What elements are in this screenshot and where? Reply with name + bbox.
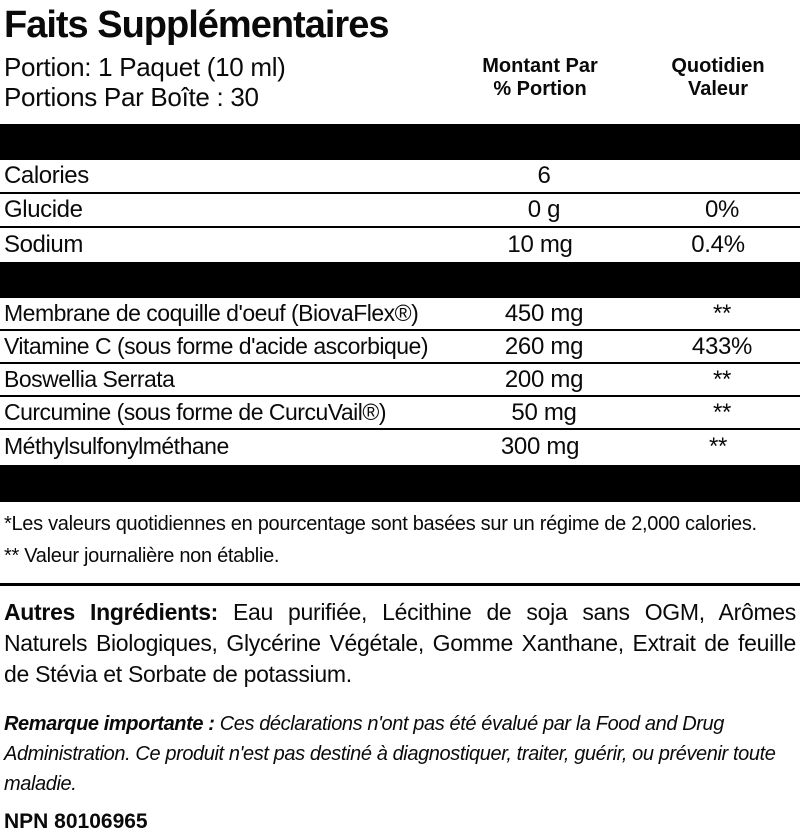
ingredient-name: Vitamine C (sous forme d'acide ascorbique) <box>4 333 429 359</box>
other-ingredients-text: Eau purifiée, Lécithine de soja sans OGM, Arômes Naturels Biologiques, Glycérine Végétale, Gomme Xanthane, Extrait de feuille de Stévia et Sorbate de potassium. <box>4 599 796 687</box>
ingredient-dv: ** <box>708 432 728 460</box>
nutrient-amount: 0 g <box>527 196 561 223</box>
ingredient-amount: 50 mg <box>511 398 577 426</box>
serving-size: Portion: 1 Paquet (10 ml) <box>4 52 286 82</box>
amount-header-line1: Montant Par <box>482 55 598 77</box>
dv-column-header <box>640 52 796 101</box>
disclaimer-label: Remarque importante : <box>4 713 215 735</box>
footnote-daily-value: *Les valeurs quotidiennes en pourcentage sont basées sur un régime de 2,000 calories. <box>4 513 757 535</box>
amount-column-header <box>440 52 640 101</box>
disclaimer-text: Ces déclarations n'ont pas été évalué par la Food and Drug Administration. Ce produit n'est pas destiné à diagnostiquer, traiter, guérir, ou prévenir toute maladie. <box>4 713 776 795</box>
dv-header-line1: Quotidien <box>671 55 765 77</box>
label-title: Faits Supplémentaires <box>4 4 389 46</box>
ingredient-dv: 433% <box>691 332 753 360</box>
ingredient-dv: ** <box>712 365 732 393</box>
separator-bar-middle <box>0 262 800 298</box>
nutrient-name: Calories <box>4 162 89 189</box>
other-ingredients-paragraph <box>4 597 796 690</box>
separator-bar-bottom <box>0 465 800 502</box>
ingredient-dv: ** <box>712 299 732 327</box>
ingredient-name: Membrane de coquille d'oeuf (BiovaFlex®) <box>4 300 419 326</box>
ingredient-row-boswellia <box>0 364 800 397</box>
nutrient-row-glucide <box>0 194 800 228</box>
ingredient-name: Méthylsulfonylméthane <box>4 433 229 459</box>
nutrient-dv: 0% <box>704 196 740 223</box>
ingredient-name: Boswellia Serrata <box>4 366 175 392</box>
nutrient-amount: 6 <box>537 162 551 189</box>
nutrient-amount: 10 mg <box>507 231 573 258</box>
other-ingredients-label: Autres Ingrédients: <box>4 599 219 625</box>
serving-and-headers-row <box>4 52 796 112</box>
nutrient-name: Sodium <box>4 231 83 258</box>
amount-header-line2: % Portion <box>493 78 587 100</box>
nutrient-name: Glucide <box>4 196 83 223</box>
ingredient-row-membrane <box>0 298 800 331</box>
footnote-not-established: ** Valeur journalière non établie. <box>4 545 280 567</box>
npn-number: NPN 80106965 <box>4 810 148 833</box>
ingredient-amount: 300 mg <box>500 432 580 460</box>
nutrient-dv: 0.4% <box>691 231 745 258</box>
ingredient-row-curcumine <box>0 397 800 430</box>
footnotes <box>4 502 796 581</box>
ingredient-name: Curcumine (sous forme de CurcuVail®) <box>4 399 386 425</box>
ingredient-amount: 450 mg <box>504 299 584 327</box>
ingredient-amount: 260 mg <box>504 332 584 360</box>
section-divider <box>0 583 800 586</box>
serving-info <box>4 52 440 112</box>
servings-per-container: Portions Par Boîte : 30 <box>4 82 259 112</box>
dv-header-line2: Valeur <box>687 78 749 100</box>
nutrient-row-sodium <box>4 228 796 262</box>
disclaimer-paragraph <box>4 709 796 799</box>
separator-bar-top <box>0 124 800 160</box>
nutrient-row-calories <box>0 160 800 194</box>
ingredient-row-vitamine-c <box>0 331 800 364</box>
ingredient-amount: 200 mg <box>504 365 584 393</box>
ingredient-dv: ** <box>712 398 732 426</box>
ingredient-row-msm <box>4 430 796 463</box>
